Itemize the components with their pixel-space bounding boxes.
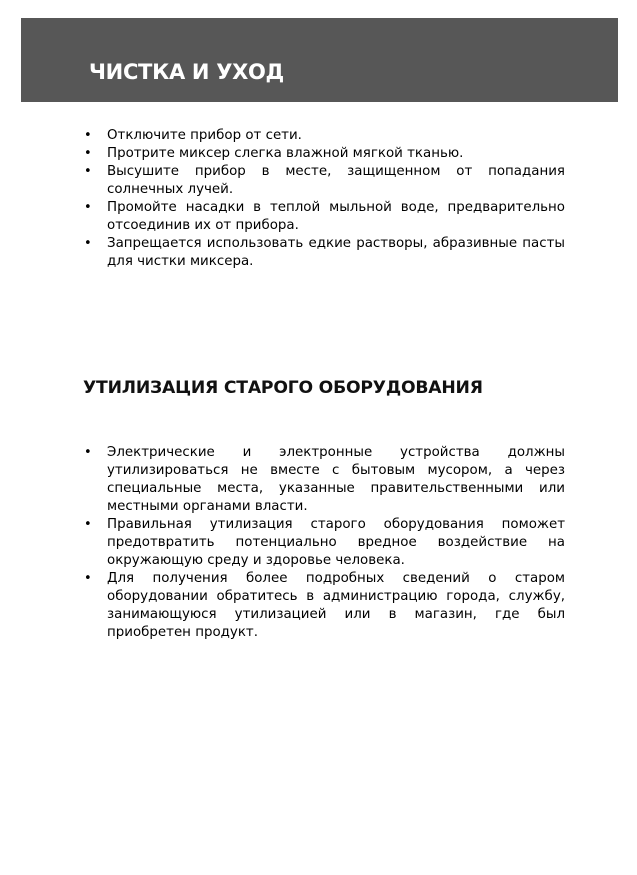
list-item bbox=[84, 199, 565, 235]
list-item bbox=[84, 516, 565, 570]
list-item-text: Отключите прибор от сети. bbox=[107, 128, 302, 143]
list-item-text: Высушите прибор в месте, защищенном от попадания солнечных лучей. bbox=[107, 164, 565, 197]
bullet-icon: • bbox=[84, 571, 92, 586]
list-item-text: Электрические и электронные устройства должны утилизироваться не вместе с бытовым мусором, а через специальные места, указанные правительственными или местными органами власти. bbox=[107, 445, 565, 514]
section-header-bar bbox=[21, 18, 618, 102]
list-item-text: Запрещается использовать едкие растворы, абразивные пасты для чистки миксера. bbox=[107, 236, 565, 269]
bullet-icon: • bbox=[84, 164, 92, 179]
list-item-text: Промойте насадки в теплой мыльной воде, предварительно отсоединив их от прибора. bbox=[107, 200, 565, 233]
list-item bbox=[84, 444, 565, 516]
list-item-text: Протрите миксер слегка влажной мягкой тканью. bbox=[107, 146, 464, 161]
list-item-text: Правильная утилизация старого оборудования поможет предотвратить потенциально вредное воздействие на окружающую среду и здоровье человека. bbox=[107, 517, 565, 568]
bullet-icon: • bbox=[84, 236, 92, 251]
list-item bbox=[84, 127, 565, 145]
bullet-icon: • bbox=[84, 146, 92, 161]
list-item bbox=[84, 163, 565, 199]
bullet-icon: • bbox=[84, 128, 92, 143]
cleaning-instructions-list bbox=[84, 127, 565, 271]
bullet-icon: • bbox=[84, 517, 92, 532]
list-item-text: Для получения более подробных сведений о старом оборудовании обратитесь в администрацию города, службу, занимающуюся утилизацией или в магазин, где был приобретен продукт. bbox=[107, 571, 565, 640]
list-item bbox=[84, 570, 565, 642]
list-item bbox=[84, 145, 565, 163]
bullet-icon: • bbox=[84, 445, 92, 460]
page-title: ЧИСТКА И УХОД bbox=[89, 60, 284, 84]
bullet-icon: • bbox=[84, 200, 92, 215]
list-item bbox=[84, 235, 565, 271]
disposal-section-title: УТИЛИЗАЦИЯ СТАРОГО ОБОРУДОВАНИЯ bbox=[83, 378, 483, 398]
disposal-instructions-list bbox=[84, 444, 565, 642]
